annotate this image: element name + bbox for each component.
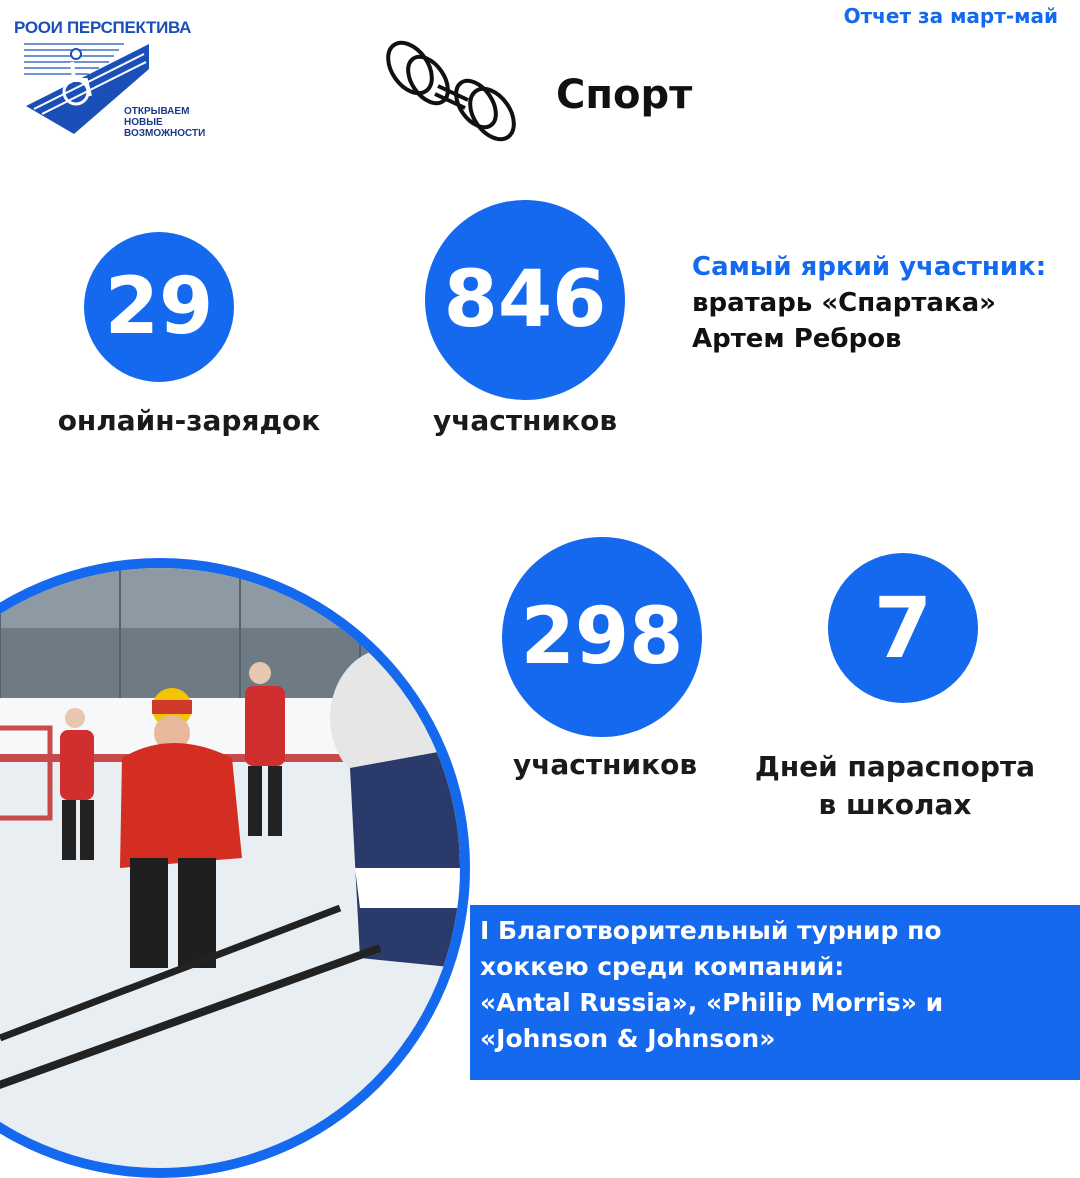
stat-value: 846 bbox=[443, 255, 607, 345]
stat-label-participants: участников bbox=[432, 404, 618, 437]
organization-tagline: ОТКРЫВАЕМ НОВЫЕ ВОЗМОЖНОСТИ bbox=[124, 106, 206, 139]
stat-value: 298 bbox=[520, 592, 684, 682]
event-text-line: «Johnson & Johnson» bbox=[480, 1024, 776, 1053]
organization-name: РООИ ПЕРСПЕКТИВА bbox=[14, 18, 192, 37]
report-period: Отчет за март-май bbox=[843, 4, 1058, 28]
hockey-photo bbox=[0, 568, 460, 1168]
organization-logo bbox=[14, 14, 214, 139]
stat-value: 29 bbox=[104, 262, 214, 352]
section-title: Спорт bbox=[556, 72, 693, 118]
stat-label-hockey-participants: участников bbox=[512, 748, 698, 781]
event-text-line: хоккею среди компаний: bbox=[480, 952, 845, 981]
highlight-line: вратарь «Спартака» bbox=[692, 288, 996, 318]
stat-circle-parasport-days bbox=[828, 553, 978, 703]
event-banner bbox=[470, 905, 1080, 1080]
highlight-line: Артем Ребров bbox=[692, 324, 902, 354]
stat-value: 7 bbox=[873, 579, 933, 677]
stat-label-online-workouts: онлайн-зарядок bbox=[57, 404, 321, 437]
event-text-line: «Antal Russia», «Philip Morris» и bbox=[480, 988, 944, 1017]
stat-circle-hockey-participants bbox=[502, 537, 702, 737]
event-text-line: I Благотворительный турнир по bbox=[480, 916, 942, 945]
stat-label-parasport-days: Дней параспорта в школах bbox=[754, 750, 1036, 821]
stat-circle-participants bbox=[425, 200, 625, 400]
highlight-heading: Самый яркий участник: bbox=[692, 252, 1047, 282]
stat-circle-online-workouts bbox=[84, 232, 234, 382]
hockey-scene-illustration bbox=[0, 568, 460, 1168]
dumbbell-icon bbox=[380, 28, 535, 148]
